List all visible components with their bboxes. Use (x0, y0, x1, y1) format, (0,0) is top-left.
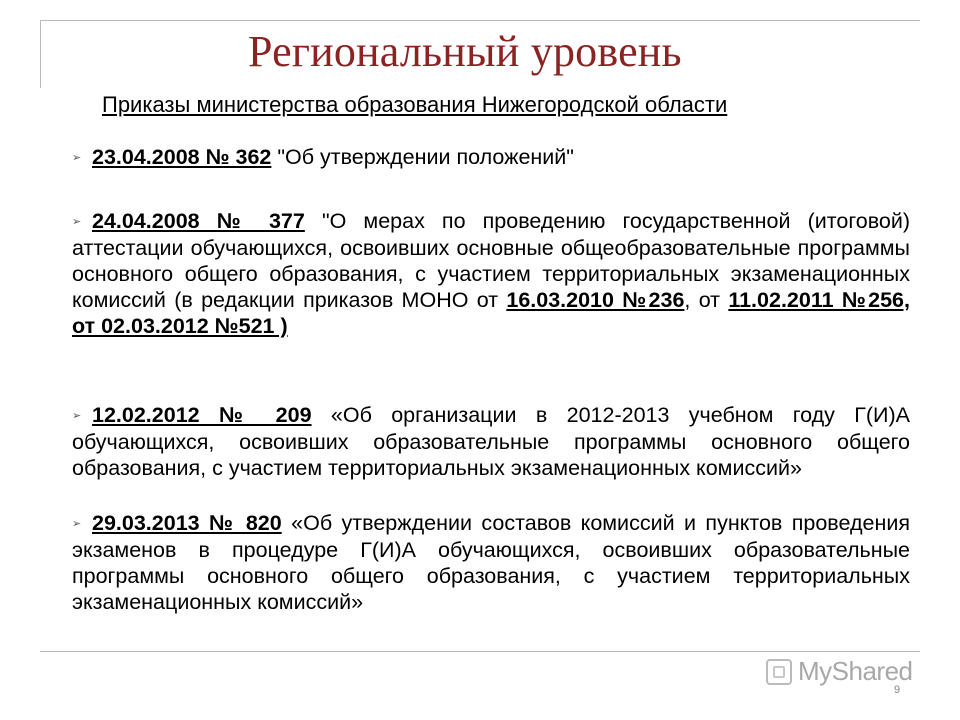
myshared-logo-icon (766, 659, 792, 685)
order-item (72, 510, 910, 615)
order-description: "О мерах по проведению государственной (итоговой) аттестации обучающихся, освоивших основные общеобразовательные программы основного общего образования, с участием территориальных экзаменационных комиссий (в редакции приказов МОНО от (72, 209, 911, 312)
slide-subtitle: Приказы министерства образования Нижегородской области (102, 92, 728, 117)
order-item (72, 402, 910, 481)
amendment-separator: , от (684, 288, 729, 312)
amendment-reference-link[interactable]: 16.03.2010 №236 (506, 288, 685, 312)
watermark (766, 656, 913, 687)
arrow-bullet-icon: ➢ (72, 410, 82, 422)
slide-frame-left-line (40, 20, 41, 88)
slide-frame-bottom-line (40, 651, 920, 652)
order-reference-link[interactable]: 12.02.2012 № 209 (92, 403, 312, 427)
slide-frame-top-line (40, 20, 920, 21)
arrow-bullet-icon: ➢ (72, 152, 82, 164)
slide-title: Региональный уровень (248, 27, 682, 76)
page-number: 9 (894, 684, 901, 696)
order-reference-link[interactable]: 24.04.2008 № 377 (92, 209, 305, 233)
order-description: «Об организации в 2012-2013 учебном году Г(И)А обучающихся, освоивших образовательные программы основного общего образования, с участием территориальных экзаменационных комиссий» (72, 403, 910, 480)
order-description: "Об утверждении положений" (271, 145, 574, 169)
arrow-bullet-icon: ➢ (72, 216, 82, 228)
order-item (72, 144, 910, 171)
amendment-reference-link[interactable]: 11.02.2011 №256, от 02.03.2012 №521 ) (72, 288, 910, 338)
order-reference-link[interactable]: 23.04.2008 № 362 (92, 145, 272, 169)
order-description: «Об утверждении составов комиссий и пунктов проведения экзаменов в процедуре Г(И)А обучающихся, освоивших образовательные программы основного общего образования, с участием территориальных экзаменационных комиссий» (72, 511, 910, 614)
order-item (72, 208, 910, 339)
order-reference-link[interactable]: 29.03.2013 № 820 (92, 511, 282, 535)
watermark-brand: MyShared (798, 656, 913, 686)
arrow-bullet-icon: ➢ (72, 518, 82, 530)
